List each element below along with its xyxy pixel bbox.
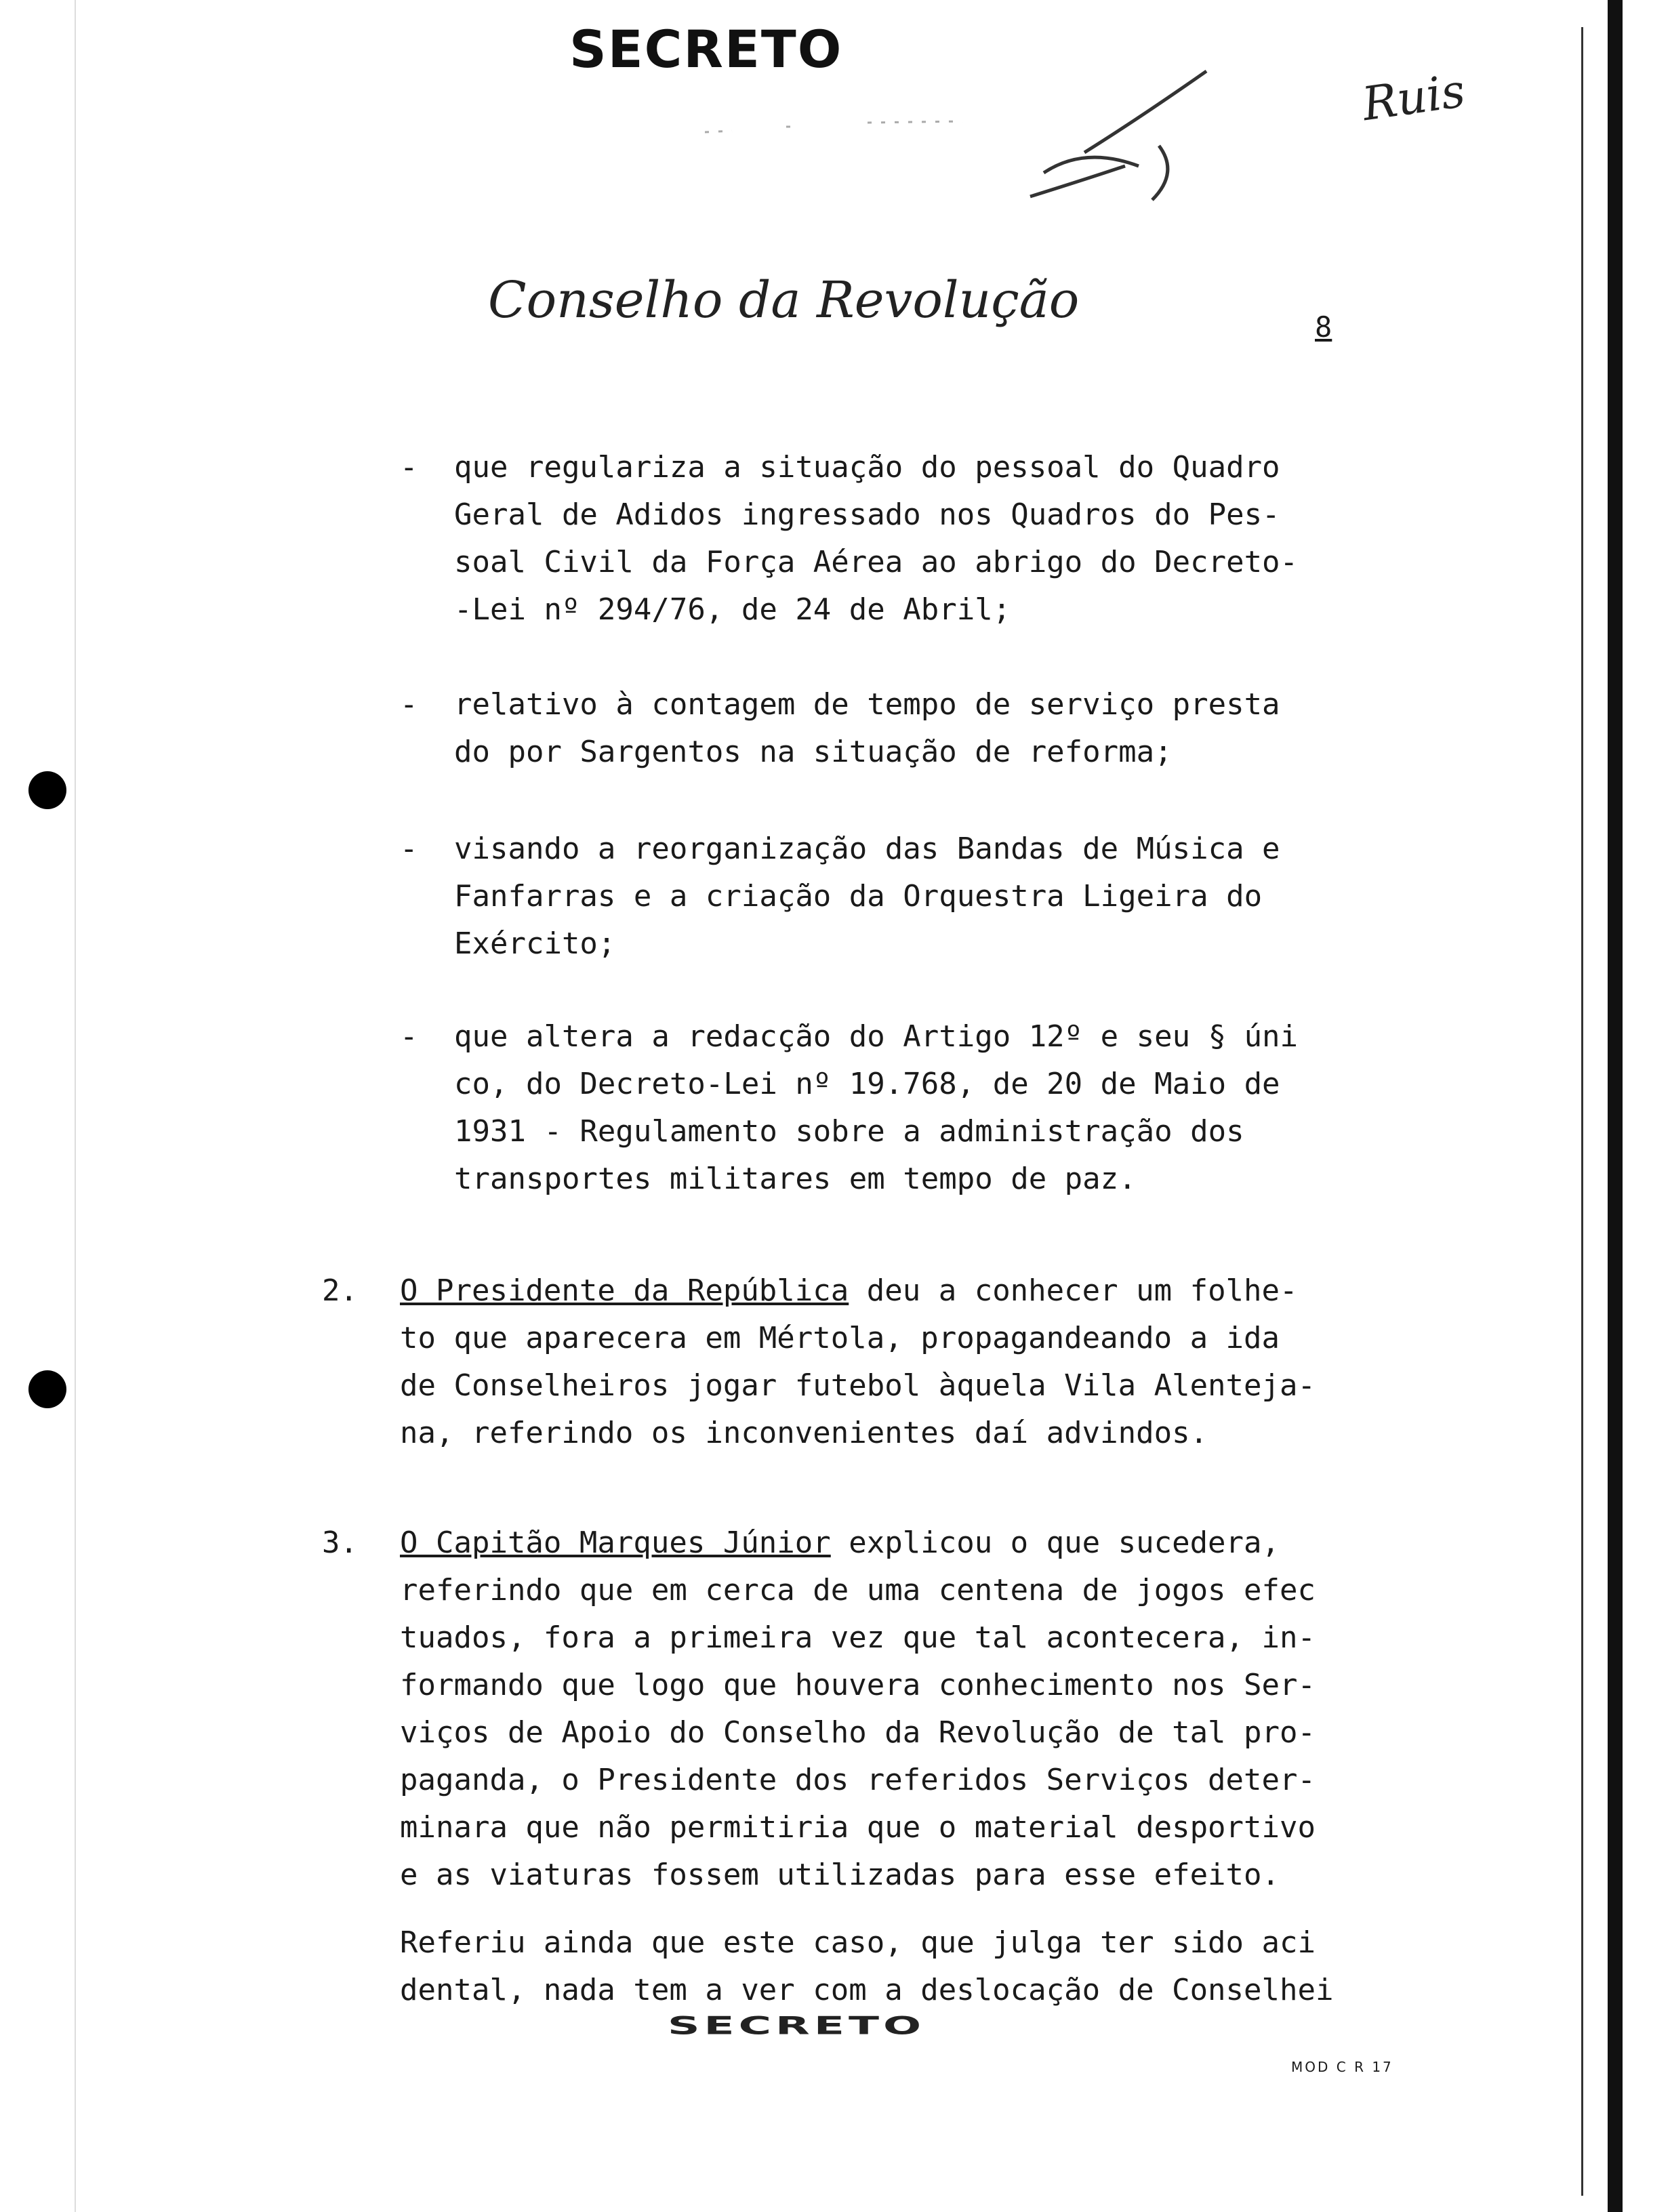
item-text <box>400 1519 1335 1899</box>
bullet-marker: - <box>400 450 418 485</box>
bullet-marker: - <box>400 1019 418 1054</box>
form-code: MOD C R 17 <box>1291 2059 1393 2075</box>
item-text <box>400 1267 1335 1457</box>
letterhead: Conselho da Revolução <box>488 271 1080 329</box>
page-left-edge <box>75 0 76 2212</box>
bullet-text: visando a reorganização das Bandas de Música e Fanfarras e a criação da Orquestra Ligeira do Exército; <box>454 832 1280 961</box>
bullet-marker: - <box>400 832 418 866</box>
item-body: deu a conhecer um folhe- to que aparecera em Mértola, propagandeando a ida de Conselheiros jogar futebol àquela Vila Alenteja- na, referindo os inconvenientes daí advindos. <box>400 1273 1316 1450</box>
bullet-text: relativo à contagem de tempo de serviço presta do por Sargentos na situação de reforma; <box>454 687 1280 769</box>
punch-hole-lower <box>28 1370 66 1408</box>
bullet-text: que altera a redacção do Artigo 12º e seu § úni co, do Decreto-Lei nº 19.768, de 20 de Maio de 1931 - Regulamento sobre a administração dos transportes militares em tempo de paz. <box>454 1019 1299 1196</box>
binder-edge <box>1608 0 1623 2212</box>
classification-stamp-top: SECRETO <box>569 19 843 79</box>
punch-hole-upper <box>28 771 66 809</box>
speaker-name: O Capitão Marques Júnior <box>400 1525 831 1560</box>
item-body: explicou o que sucedera, referindo que em cerca de uma centena de jogos efec tuados, fora a primeira vez que tal acontecera, in- formando que logo que houvera conhecimento nos Ser- viços de Apoio do Conselho da Revolução de tal pro- paganda, o Presidente dos referidos Serviços deter- minara que não permitiria que o material desportivo e as viaturas fossem utilizadas para esse efeito. <box>400 1525 1316 1892</box>
bullet-marker: - <box>400 687 418 722</box>
item-number: 2. <box>322 1273 358 1308</box>
bullet-text: que regulariza a situação do pessoal do Quadro Geral de Adidos ingressado nos Quadros do Pes- soal Civil da Força Aérea ao abrigo do Decreto- -Lei nº 294/76, de 24 de Abril; <box>454 450 1299 627</box>
speaker-name: O Presidente da República <box>400 1273 849 1308</box>
handwritten-initials: Ruis <box>1359 64 1469 132</box>
classification-stamp-bottom: SECRETO <box>668 2011 926 2041</box>
page-number: 8 <box>1315 310 1332 344</box>
handwritten-mark <box>705 64 1220 227</box>
item-number: 3. <box>322 1525 358 1560</box>
page-right-edge-line <box>1581 27 1583 2196</box>
continuation-text: Referiu ainda que este caso, que julga ter sido aci dental, nada tem a ver com a deslocação de Conselhei <box>400 1925 1334 2007</box>
